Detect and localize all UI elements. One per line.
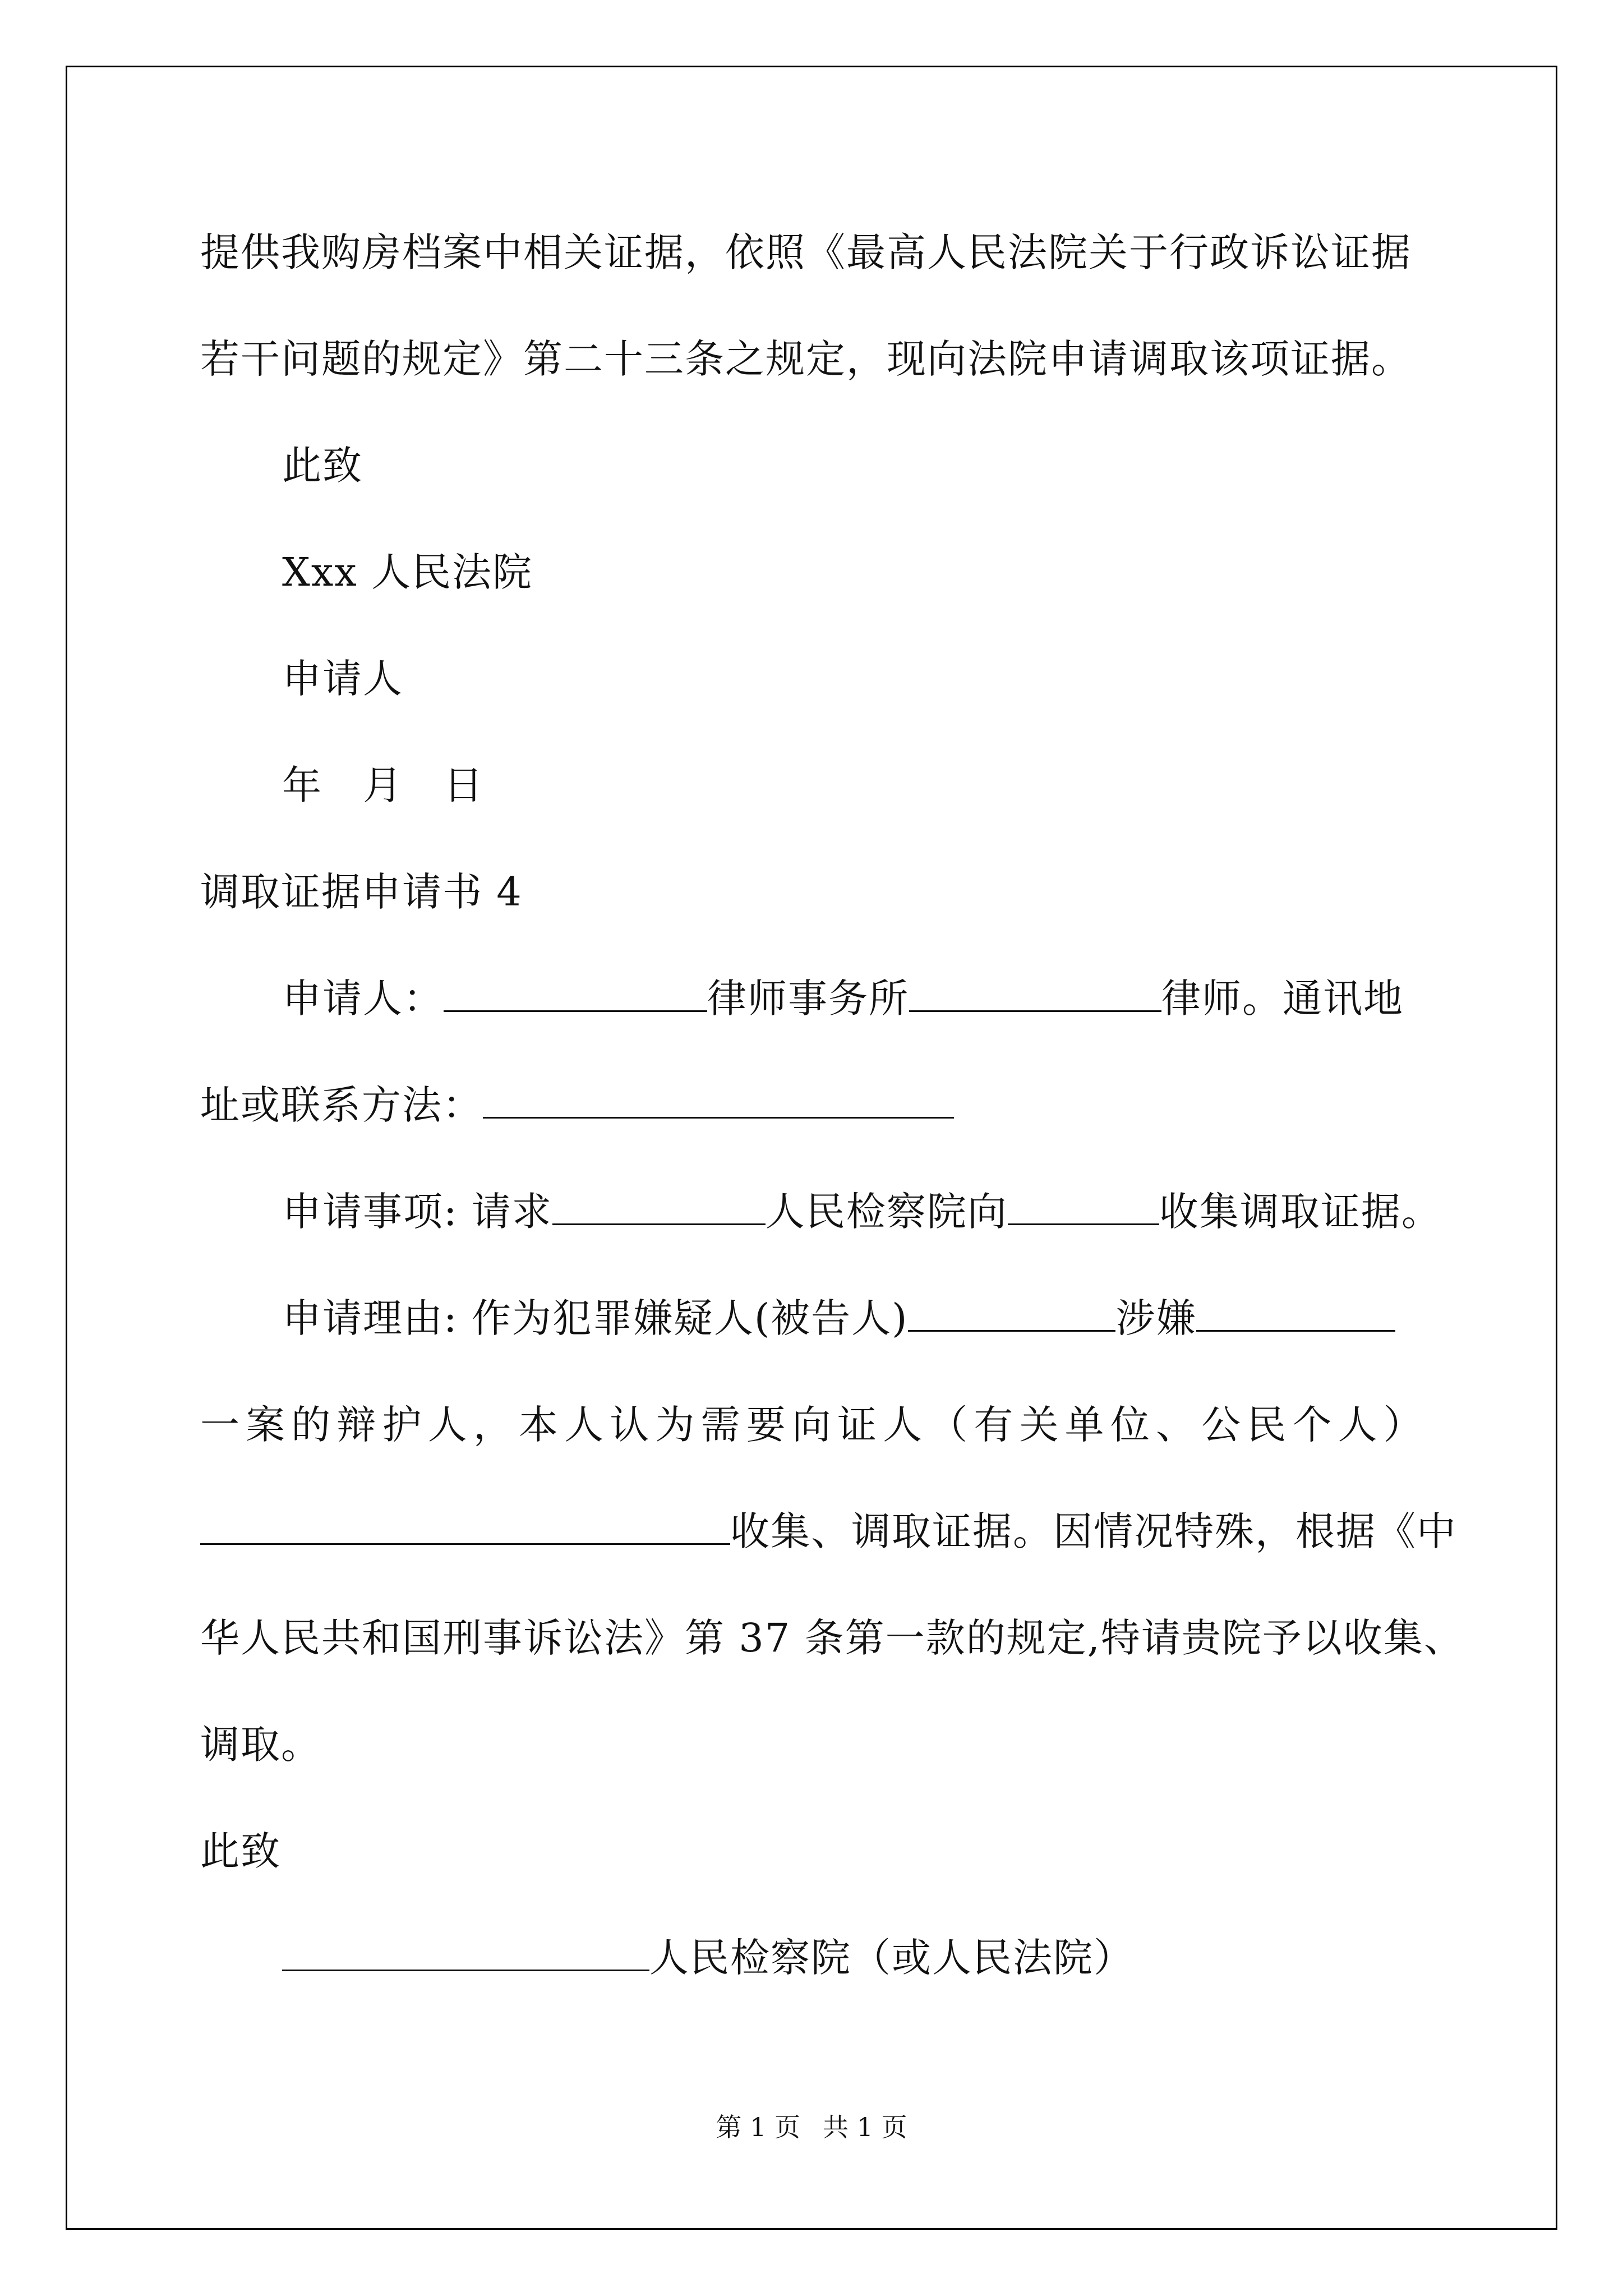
reason-line-2 xyxy=(200,1394,1423,1456)
char: 证 xyxy=(837,1402,877,1448)
matter-line xyxy=(282,1181,1505,1243)
char: （ xyxy=(928,1402,968,1448)
matter-mid: 人民检察院向 xyxy=(765,1189,1008,1235)
char: 需 xyxy=(700,1402,740,1448)
char: 位 xyxy=(1110,1402,1150,1448)
applicant-label: 申请人： xyxy=(282,976,444,1022)
char: 单 xyxy=(1064,1402,1104,1448)
page-total: 共 1 页 xyxy=(823,2112,907,2142)
char: 人 xyxy=(883,1402,923,1448)
blank-field xyxy=(444,978,707,1012)
char: 个 xyxy=(1292,1402,1332,1448)
char: 本 xyxy=(518,1402,558,1448)
reason-line-1 xyxy=(282,1287,1505,1349)
char: 护 xyxy=(382,1402,422,1448)
char: 、 xyxy=(1155,1402,1195,1448)
blank-field xyxy=(200,1511,730,1545)
blank-field xyxy=(909,978,1161,1012)
char: 案 xyxy=(246,1402,285,1448)
char: 民 xyxy=(1247,1402,1287,1448)
address-line xyxy=(200,1074,1423,1136)
page-footer xyxy=(0,2110,1623,2144)
char: 辩 xyxy=(336,1402,376,1448)
body-line-1: 提供我购房档案中相关证据，依照《最高人民法院关于行政诉讼证据 xyxy=(200,229,1412,275)
recipient-text: 人民检察院（或人民法院） xyxy=(649,1935,1134,1981)
char: 公 xyxy=(1201,1402,1241,1448)
reason-line-5: 调取。 xyxy=(200,1722,321,1768)
address-label: 址或联系方法： xyxy=(200,1082,483,1128)
section-heading: 调取证据申请书 4 xyxy=(200,869,523,915)
char: 人 xyxy=(564,1402,604,1448)
char: 关 xyxy=(1019,1402,1059,1448)
page-border xyxy=(66,66,1557,2230)
char: ， xyxy=(473,1402,513,1448)
blank-field xyxy=(282,1937,649,1971)
closing: 此致 xyxy=(200,1828,281,1874)
char: 人 xyxy=(427,1402,467,1448)
body-line-2: 若干问题的规定》第二十三条之规定，现向法院申请调取该项证据。 xyxy=(200,336,1412,382)
blank-field xyxy=(483,1084,954,1119)
applicant-mid: 律师事务所 xyxy=(707,976,909,1022)
char: 的 xyxy=(291,1402,331,1448)
reason-mid: 涉嫌 xyxy=(1115,1295,1197,1341)
char: 向 xyxy=(791,1402,831,1448)
date-line: 年 月 日 xyxy=(282,762,484,808)
blank-field xyxy=(908,1297,1115,1332)
char: 一 xyxy=(200,1402,239,1448)
salutation: 此致 xyxy=(282,443,363,489)
char: 为 xyxy=(655,1402,695,1448)
char: ） xyxy=(1383,1402,1423,1448)
blank-field xyxy=(1196,1297,1395,1332)
char: 要 xyxy=(746,1402,786,1448)
reason-line-3-text: 收集、调取证据。因情况特殊，根据《中 xyxy=(730,1508,1457,1554)
matter-end: 收集调取证据。 xyxy=(1159,1189,1442,1235)
char: 人 xyxy=(1338,1402,1377,1448)
reason-label: 申请理由: 作为犯罪嫌疑人(被告人) xyxy=(282,1295,909,1341)
matter-label: 申请事项: 请求 xyxy=(282,1189,552,1235)
char: 有 xyxy=(974,1402,1013,1448)
blank-field xyxy=(1008,1191,1159,1225)
recipient-line xyxy=(282,1927,1505,1989)
court-name: Xxx 人民法院 xyxy=(282,549,533,595)
applicant-line xyxy=(282,968,1505,1029)
reason-line-4: 华人民共和国刑事诉讼法》第 37 条第一款的规定,特请贵院予以收集、 xyxy=(200,1615,1464,1661)
applicant-signature: 申请人 xyxy=(282,656,403,702)
applicant-end: 律师。通讯地 xyxy=(1161,976,1404,1022)
blank-field xyxy=(552,1191,766,1225)
page-number: 第 1 页 xyxy=(716,2112,800,2142)
reason-line-3 xyxy=(200,1501,1457,1562)
char: 认 xyxy=(610,1402,649,1448)
